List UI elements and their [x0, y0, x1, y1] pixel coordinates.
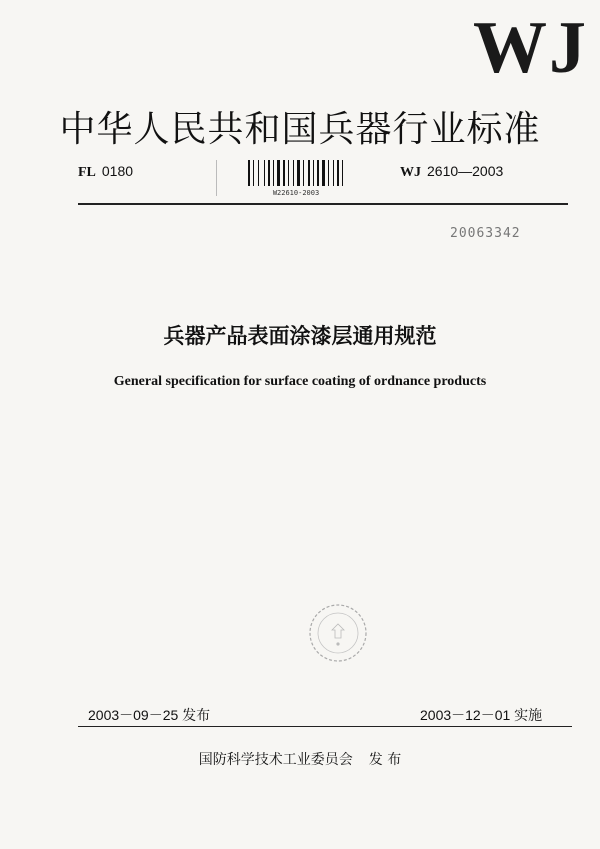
barcode-bar — [337, 160, 339, 186]
barcode-bar — [322, 160, 325, 186]
barcode-bar — [288, 160, 289, 186]
barcode-bar — [264, 160, 265, 186]
standard-title: 中华人民共和国兵器行业标准 — [59, 109, 541, 150]
barcode-bar — [297, 160, 300, 186]
footer-rule — [78, 726, 572, 727]
standard-number-value: 2610—2003 — [427, 163, 504, 179]
header-divider — [216, 160, 217, 196]
issue-date: 2003－09－25 发布 — [88, 707, 211, 723]
document-title-cn: 兵器产品表面涂漆层通用规范 — [163, 324, 437, 348]
barcode-bar — [317, 160, 319, 186]
classification-code — [78, 162, 133, 182]
barcode-bar — [277, 160, 280, 186]
barcode-bar — [303, 160, 304, 186]
seal-stamp — [305, 600, 371, 666]
publisher-name: 国防科学技术工业委员会 — [198, 752, 353, 768]
stamp-number: 20063342 — [450, 226, 521, 241]
publisher-action: 发 布 — [368, 752, 402, 768]
barcode-bar — [328, 160, 329, 186]
standard-number — [400, 162, 503, 182]
barcode-bar — [342, 160, 343, 186]
barcode-bar — [273, 160, 274, 186]
barcode-bar — [268, 160, 270, 186]
document-title-en: General specification for surface coating of ordnance products — [113, 374, 487, 389]
classification-label: FL — [78, 165, 96, 180]
barcode-bar — [293, 160, 294, 186]
classification-value: 0180 — [101, 163, 134, 179]
barcode-bar — [308, 160, 310, 186]
implementation-date: 2003－12－01 实施 — [420, 707, 543, 723]
barcode-bar — [283, 160, 285, 186]
barcode-bar — [313, 160, 314, 186]
barcode-text: W22610-2003 — [272, 189, 320, 197]
barcode-bar — [248, 160, 250, 186]
wj-logo: WJ — [473, 7, 588, 89]
barcode-bar — [258, 160, 259, 186]
header-rule — [78, 203, 568, 205]
standard-label: WJ — [400, 165, 421, 180]
publisher — [0, 750, 600, 770]
barcode-bar — [253, 160, 254, 186]
barcode-bar — [333, 160, 334, 186]
